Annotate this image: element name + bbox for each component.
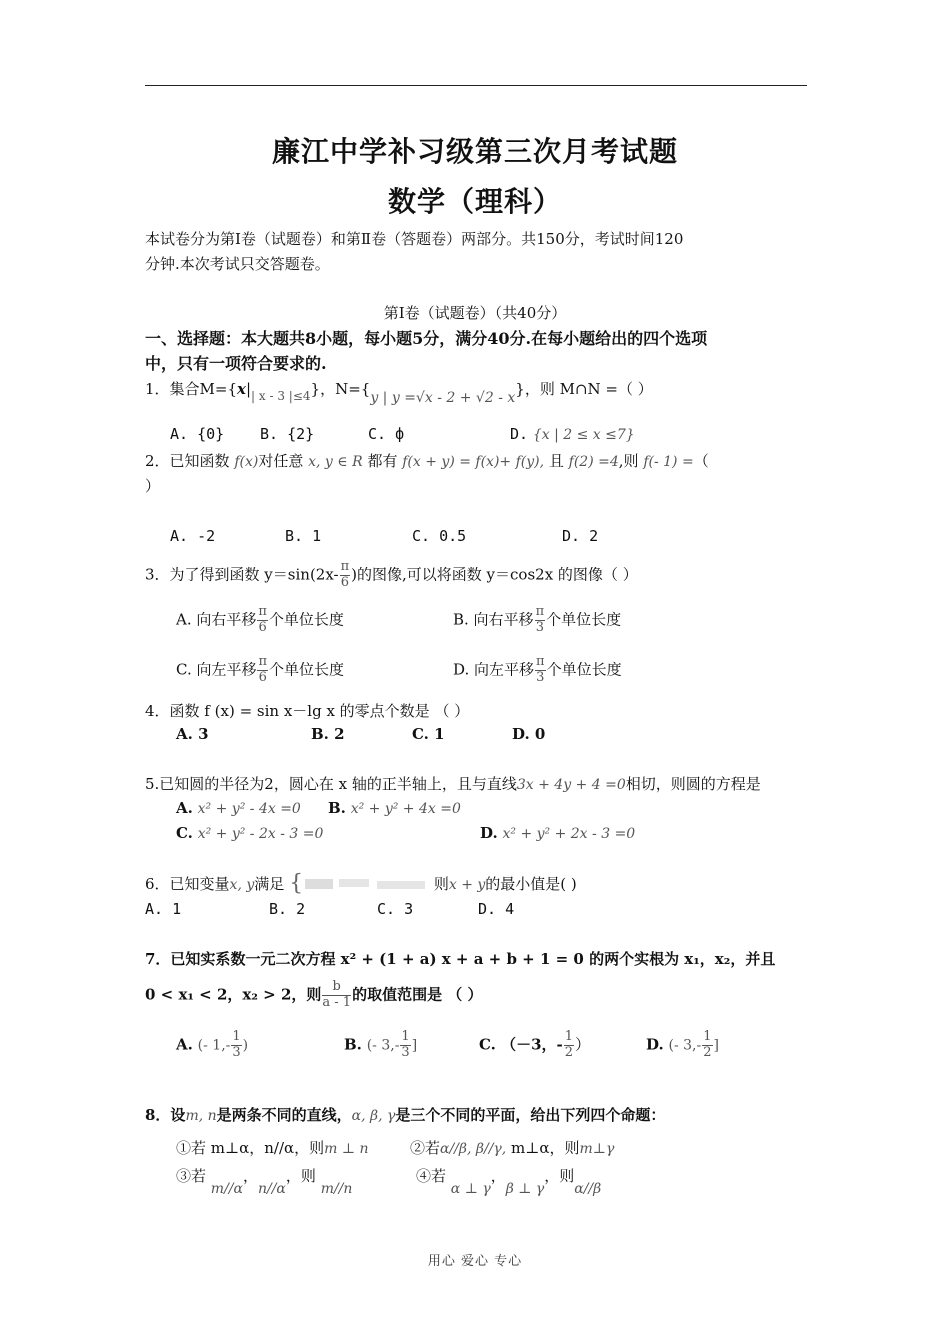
q2-option-b: B. 1 — [285, 527, 322, 545]
q1-option-b: B. {2} — [260, 425, 315, 443]
header-rule — [145, 85, 807, 86]
q7-option-b: B. (- 3,- $\frac{1}{3}$ ] — [344, 1029, 418, 1060]
q1-option-c: C. ф — [368, 425, 405, 443]
part1-instructions-1: 一、选择题：本大题共8小题，每小题5分，满分40分.在每小题给出的四个选项 — [145, 329, 708, 348]
intro-line-2: 分钟.本次考试只交答题卷。 — [145, 255, 330, 273]
q4-option-a: A. 3 — [176, 725, 209, 743]
q5-option-d: D. x² + y² + 2x - 3 =0 — [480, 824, 636, 842]
question-3: 3．为了得到函数 y＝sin(2x- $\frac{\pi}{6}$ )的图像,可以将函数 y＝cos2x 的图像（ ） — [145, 559, 638, 590]
constraint-system-image: { — [289, 875, 429, 895]
q1-option-a: A. {0} — [170, 425, 225, 443]
q2-option-c: C. 0.5 — [412, 527, 467, 545]
part1-instructions-2: 中，只有一项符合要求的. — [145, 354, 327, 373]
q3-option-a: A. 向右平移 $\frac{\pi}{6}$ 个单位长度 — [176, 604, 344, 635]
page-subtitle: 数学（理科） — [387, 185, 562, 218]
section-heading: 第Ⅰ卷（试题卷）（共40分） — [383, 304, 567, 322]
page-title: 廉江中学补习级第三次月考试题 — [271, 135, 678, 168]
q6-option-c: C. 3 — [377, 900, 414, 918]
q4-option-c: C. 1 — [412, 725, 445, 743]
q3-option-c: C. 向左平移 $\frac{\pi}{6}$ 个单位长度 — [176, 654, 345, 685]
q5-option-b: B. x² + y² + 4x =0 — [328, 799, 461, 817]
q2-option-a: A. -2 — [170, 527, 216, 545]
intro-line-1: 本试卷分为第Ⅰ卷（试题卷）和第Ⅱ卷（答题卷）两部分。共150分，考试时间120 — [145, 230, 684, 248]
q7-option-a: A. (- 1,- $\frac{1}{3}$ ) — [176, 1029, 249, 1060]
question-1: 1．集合$M=\{x|_{| x - 3 |\le 4}\}$，N={y | y =√x - 2 + √2 - x}，则 M∩N =（ ） — [145, 380, 653, 406]
q8-proposition-4: ④若 α ⊥ γ，β ⊥ γ，则α//β — [416, 1167, 602, 1197]
q1-option-d: D. {x | 2 ≤ x ≤7} — [510, 425, 635, 443]
q6-option-d: D. 4 — [478, 900, 515, 918]
q4-option-d: D. 0 — [512, 725, 546, 743]
q4-option-b: B. 2 — [311, 725, 345, 743]
q8-proposition-2: ②若α//β, β//γ, m⊥α，则m⊥γ — [410, 1139, 615, 1157]
question-2: 2．已知函数 f(x)对任意 x, y ∈ R 都有 f(x + y) = f(x)+ f(y), 且 f(2) =4,则 f(- 1) =（ — [145, 452, 709, 470]
question-6: 6．已知变量x, y满足 { 则x + y的最小值是( ) — [145, 871, 577, 896]
q2-option-d: D. 2 — [562, 527, 599, 545]
q6-option-a: A. 1 — [145, 900, 182, 918]
question-4: 4．函数 f (x) = sin x－lg x 的零点个数是 （ ） — [145, 702, 470, 720]
q5-option-a: A. x² + y² - 4x =0 — [176, 799, 301, 817]
q8-proposition-1: ①若 m⊥α，n//α，则m ⊥ n — [176, 1139, 369, 1157]
q7-option-c: C. （－3，- $\frac{1}{2}$ ） — [479, 1029, 591, 1060]
question-7-line-1: 7．已知实系数一元二次方程 x² + (1 + a) x + a + b + 1 = 0 的两个实根为 x₁，x₂，并且 — [145, 950, 776, 968]
question-8: 8．设m, n是两条不同的直线，α, β, γ是三个不同的平面，给出下列四个命题： — [145, 1106, 666, 1124]
q2-close-paren: ） — [145, 477, 161, 495]
question-7-line-2: 0 < x₁ < 2，x₂ > 2，则 $\frac{b}{a - 1}$ 的取值范围是 （ ） — [145, 979, 483, 1010]
q7-option-d: D. (- 3,- $\frac{1}{2}$ ] — [646, 1029, 719, 1060]
q3-option-b: B. 向右平移 $\frac{\pi}{3}$ 个单位长度 — [453, 604, 622, 635]
q3-option-d: D. 向左平移 $\frac{\pi}{3}$ 个单位长度 — [453, 654, 622, 685]
q6-option-b: B. 2 — [269, 900, 306, 918]
q8-proposition-3: ③若 m//α，n//α，则 m//n — [176, 1167, 353, 1197]
q5-option-c: C. x² + y² - 2x - 3 =0 — [176, 824, 324, 842]
question-5: 5.已知圆的半径为2，圆心在 x 轴的正半轴上，且与直线3x + 4y + 4 =0相切，则圆的方程是 — [145, 775, 761, 793]
page-footer: 用心 爱心 专心 — [427, 1254, 523, 1269]
